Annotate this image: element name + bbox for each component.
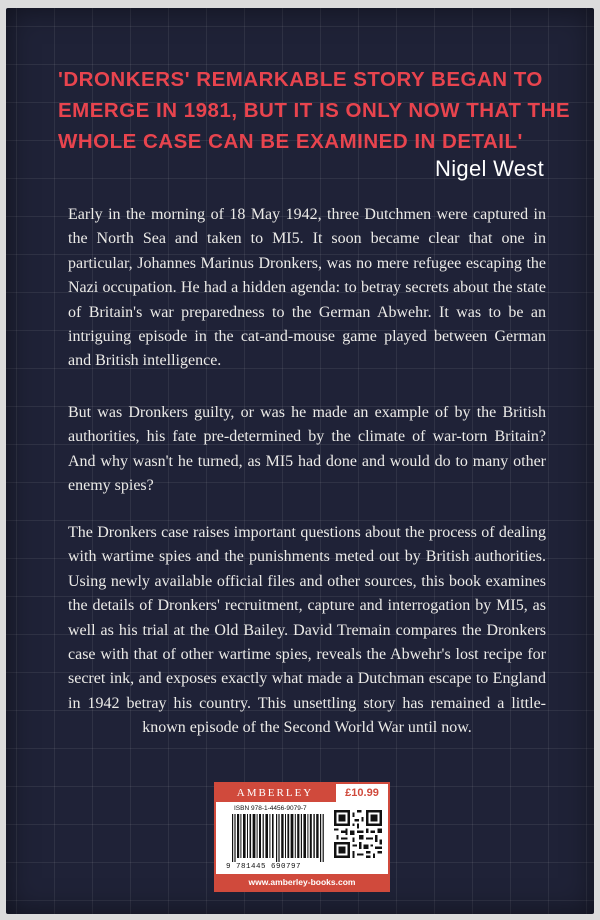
qr-code-icon [334,810,382,858]
isbn-label: ISBN 978-1-4456-9079-7 [234,805,307,812]
barcode-panel [214,782,390,892]
barcode-icon [232,814,324,862]
back-cover [6,8,594,914]
blurb-paragraph-2: But was Dronkers guilty, or was he made an example of by the British authorities, his fate pre-determined by the climate of war-torn Britain? And why wasn't he turned, as MI5 had done and would do to many other enemy spies? [68,404,546,495]
blurb-paragraph-1: Early in the morning of 18 May 1942, three Dutchmen were captured in the North Sea and taken to MI5. It soon became clear that one in particular, Johannes Marinus Dronkers, was no mere refugee escaping the Nazi occupation. He had a hidden agenda: to betray secrets about the state of Britain's war preparedness to the German Abwehr. It was to be an intriguing episode in the cat-and-mouse game played between German and British intelligence. [68,206,546,370]
blurb-paragraph-3: The Dronkers case raises important questions about the process of dealing with wartime spies and the punishments meted out by British authorities. Using newly available official files and other sources, this book examines the details of Dronkers' recruitment, capture and interrogation by MI5, as well as his trial at the Old Bailey. David Tremain compares the Dronkers case with that of other wartime spies, reveals the Abwehr's lost recipe for secret ink, and exposes exactly what made a Dutchman escape to England in 1942 betray his country. This unsettling story has remained a little-known episode of the Second World War until now. [68,524,546,737]
quote-author: Nigel West [435,156,544,181]
pull-quote: 'DRONKERS' REMARKABLE STORY BEGAN TO EMERGE IN 1981, BUT IT IS ONLY NOW THAT THE WHOLE CASE CAN BE EXAMINED IN DETAIL' [58,68,571,153]
price-label: £10.99 [334,784,388,802]
publisher-website: www.amberley-books.com [216,874,388,890]
publisher-logo: AMBERLEY [216,784,334,802]
isbn-digits: 9 781445 690797 [226,863,302,871]
